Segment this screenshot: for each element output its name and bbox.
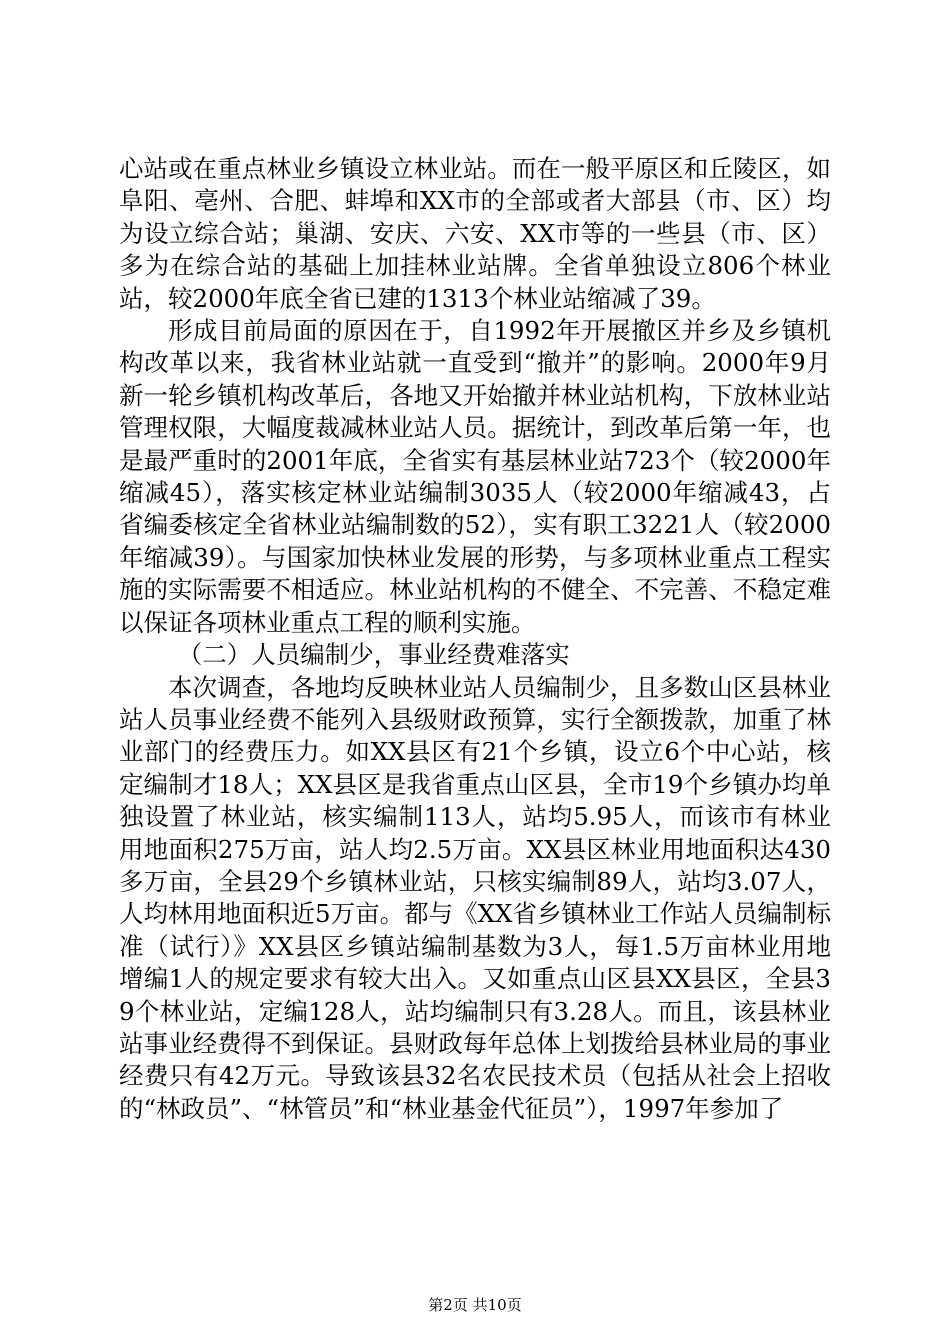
page-footer: 第2页 共10页 (428, 1296, 522, 1314)
paragraph-staffing: 本次调查，各地均反映林业站人员编制少，且多数山区县林业站人员事业经费不能列入县级财政预算，实行全额拨款，加重了林业部门的经费压力。如XX县区有21个乡镇，设立6个中心站，核定编制才18人；XX县区是我省重点山区县，全市19个乡镇办均单独设置了林业站，核实编制113人，站均5.95人，而该市有林业用地面积275万亩，站人均2.5万亩。XX县区林业用地面积达430多万亩，全县29个乡镇林业站，只核实编制89人，站均3.07人，人均林用地面积近5万亩。都与《XX省乡镇林业工作站人员编制标准（试行）》XX县区乡镇站编制基数为3人，每1.5万亩林业用地增编1人的规定要求有较大出入。又如重点山区县XX县区，全县39个林业站，定编128人，站均编制只有3.28人。而且，该县林业站事业经费得不到保证。县财政每年总体上划拨给县林业局的事业经费只有42万元。导致该县32名农民技术员（包括从社会上招收的“林政员”、“林管员”和“林业基金代征员”），1997年参加了 (119, 672, 831, 1123)
section-heading: （二）人员编制少，事业经费难落实 (177, 640, 570, 670)
paragraph-continuation: 心站或在重点林业乡镇设立林业站。而在一般平原区和丘陵区，如阜阳、亳州、合肥、蚌埠和XX市的全部或者大部县（市、区）均为设立综合站；巢湖、安庆、六安、XX市等的一些县（市、区）多为在综合站的基础上加挂林业站牌。全省单独设立806个林业站，较2000年底全省已建的1313个林业站缩减了39。 (119, 154, 831, 313)
document-body (119, 153, 831, 1125)
paragraph-causes: 形成目前局面的原因在于，自1992年开展撤区并乡及乡镇机构改革以来，我省林业站就一直受到“撤并”的影响。2000年9月新一轮乡镇机构改革后，各地又开始撤并林业站机构，下放林业站管理权限，大幅度裁减林业站人员。据统计，到改革后第一年，也是最严重时的2001年底，全省实有基层林业站723个（较2000年缩减45），落实核定林业站编制3035人（较2000年缩减43，占省编委核定全省林业站编制数的52），实有职工3221人（较2000年缩减39）。与国家加快林业发展的形势，与多项林业重点工程实施的实际需要不相适应。林业站机构的不健全、不完善、不稳定难以保证各项林业重点工程的顺利实施。 (119, 316, 831, 637)
